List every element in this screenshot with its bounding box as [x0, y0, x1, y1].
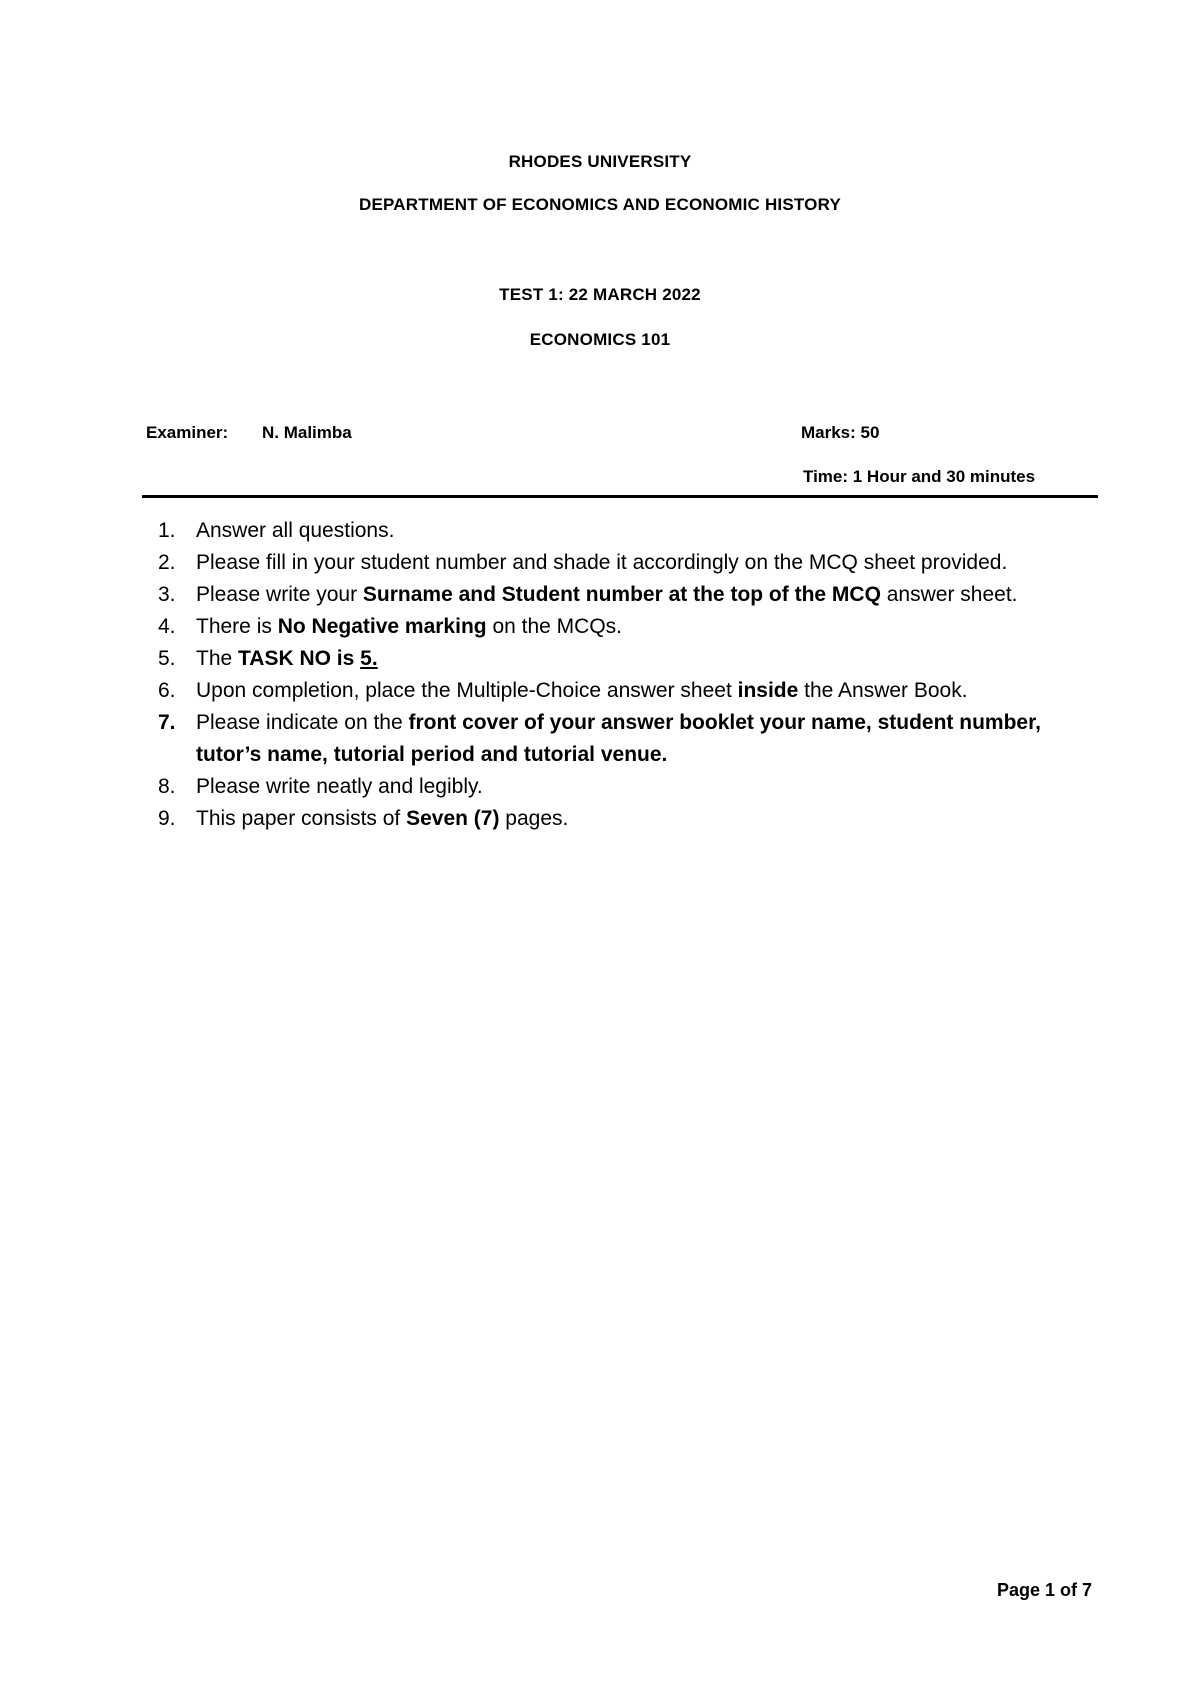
item-number: 6.: [158, 679, 176, 702]
item-text: Upon completion, place the Multiple-Choice answer sheet: [196, 679, 738, 702]
list-item: [158, 771, 1098, 803]
instruction-list: [158, 515, 1098, 835]
header-divider: [142, 495, 1098, 498]
item-text: Please write your: [196, 583, 363, 606]
test-title: TEST 1: 22 MARCH 2022: [499, 285, 701, 304]
list-item: [158, 643, 1098, 675]
item-text: Please fill in your student number and shade it accordingly on the MCQ sheet provided.: [196, 551, 1008, 574]
list-item: [158, 579, 1098, 611]
department-name: DEPARTMENT OF ECONOMICS AND ECONOMIC HISTORY: [359, 195, 841, 214]
item-emphasis: inside: [737, 679, 799, 702]
item-emphasis: Surname and Student number at the top of the MCQ: [362, 583, 881, 606]
university-name: RHODES UNIVERSITY: [508, 152, 692, 171]
item-number: 1.: [158, 519, 176, 542]
list-item: [158, 515, 1098, 547]
examiner-label: Examiner:: [146, 423, 229, 442]
item-text: Please write neatly and legibly.: [196, 775, 483, 798]
item-number: 5.: [158, 647, 176, 670]
marks: Marks: 50: [801, 423, 880, 442]
item-text: There is: [196, 615, 278, 638]
item-emphasis: front cover of your answer booklet your name, student number, tutor’s name, tutorial period and tutorial venue.: [196, 711, 1041, 766]
list-item: [158, 611, 1098, 643]
item-text: pages.: [499, 807, 569, 830]
item-number: 4.: [158, 615, 176, 638]
item-number: 9.: [158, 807, 176, 830]
item-number: 3.: [158, 583, 176, 606]
examiner-name: N. Malimba: [262, 423, 352, 442]
item-emphasis: TASK NO is: [238, 647, 361, 670]
item-text: on the MCQs.: [486, 615, 622, 638]
task-number: 5.: [360, 647, 378, 670]
course-name: ECONOMICS 101: [529, 330, 671, 349]
item-number: 7.: [158, 711, 176, 734]
page-number: Page 1 of 7: [996, 1580, 1092, 1600]
item-number: 8.: [158, 775, 176, 798]
item-text: Answer all questions.: [196, 519, 395, 542]
list-item: [158, 547, 1098, 579]
item-text: This paper consists of: [196, 807, 407, 830]
item-emphasis: Seven (7): [406, 807, 500, 830]
item-emphasis: No Negative marking: [277, 615, 487, 638]
item-text: The: [196, 647, 239, 670]
item-text: the Answer Book.: [798, 679, 968, 702]
time-allowed: Time: 1 Hour and 30 minutes: [803, 467, 1036, 486]
item-number: 2.: [158, 551, 176, 574]
list-item: [158, 803, 1098, 835]
item-text: Please indicate on the: [196, 711, 409, 734]
item-text: answer sheet.: [880, 583, 1018, 606]
list-item: [158, 675, 1098, 707]
list-item: [158, 707, 1098, 771]
